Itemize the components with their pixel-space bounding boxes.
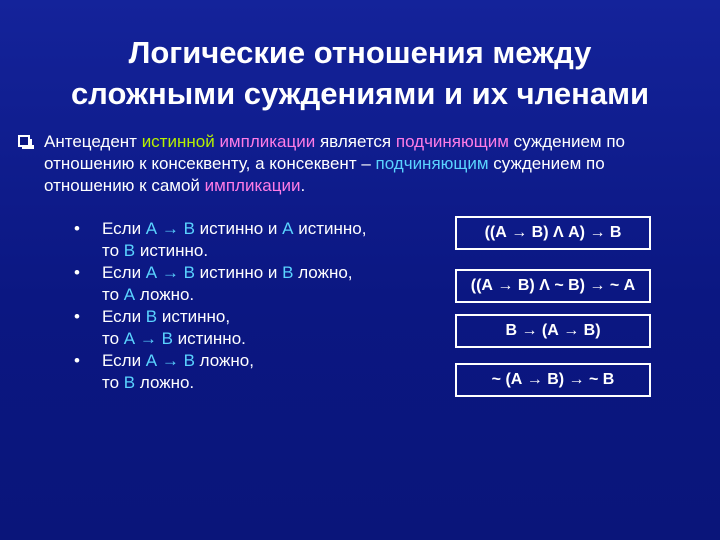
list-item — [74, 306, 434, 350]
antecedent-paragraph — [44, 131, 684, 197]
para-text: . — [300, 176, 306, 195]
rule-line-2: то В ложно. — [102, 373, 195, 392]
para-text: суждением по отношению к консеквенту, а консеквент – — [44, 132, 626, 173]
rule-line-1: Если А → В истинно и В ложно, — [102, 263, 353, 282]
para-text: является — [315, 132, 396, 151]
para-highlight-true: истинной — [141, 132, 215, 151]
para-highlight-subordinating: подчиняющим — [395, 132, 509, 151]
formula-box-2: ((А → В) Λ ~ В) → ~ А — [455, 269, 651, 303]
title-line-1: Логические отношения между — [128, 35, 592, 70]
rules-list — [74, 218, 434, 394]
title-line-2: сложными суждениями и их членами — [70, 76, 650, 111]
rule-line-1: Если В истинно, — [102, 307, 231, 326]
rule-line-2: то А → В истинно. — [102, 329, 246, 348]
bullet-dot-icon: • — [74, 307, 80, 326]
para-highlight-implication-2: импликации — [204, 176, 301, 195]
rule-line-2: то В истинно. — [102, 241, 209, 260]
para-highlight-subordinating-2: подчиняющим — [375, 154, 489, 173]
rule-line-1: Если А → В истинно и А истинно, — [102, 219, 367, 238]
formula-box-1: ((А → В) Λ А) → В — [455, 216, 651, 250]
list-item — [74, 262, 434, 306]
rule-line-1: Если А → В ложно, — [102, 351, 254, 370]
bullet-dot-icon: • — [74, 219, 80, 238]
checkbox-bullet-icon — [18, 135, 30, 147]
para-text: суждением по отношению к самой — [44, 154, 605, 195]
bullet-dot-icon: • — [74, 351, 80, 370]
para-text: Антецедент — [44, 132, 142, 151]
formula-box-4: ~ (А → В) → ~ В — [455, 363, 651, 397]
slide-title — [20, 32, 700, 114]
para-highlight-implication: импликации — [219, 132, 316, 151]
list-item — [74, 350, 434, 394]
list-item — [74, 218, 434, 262]
bullet-dot-icon: • — [74, 263, 80, 282]
formula-box-3: В → (А → В) — [455, 314, 651, 348]
rule-line-2: то А ложно. — [102, 285, 195, 304]
